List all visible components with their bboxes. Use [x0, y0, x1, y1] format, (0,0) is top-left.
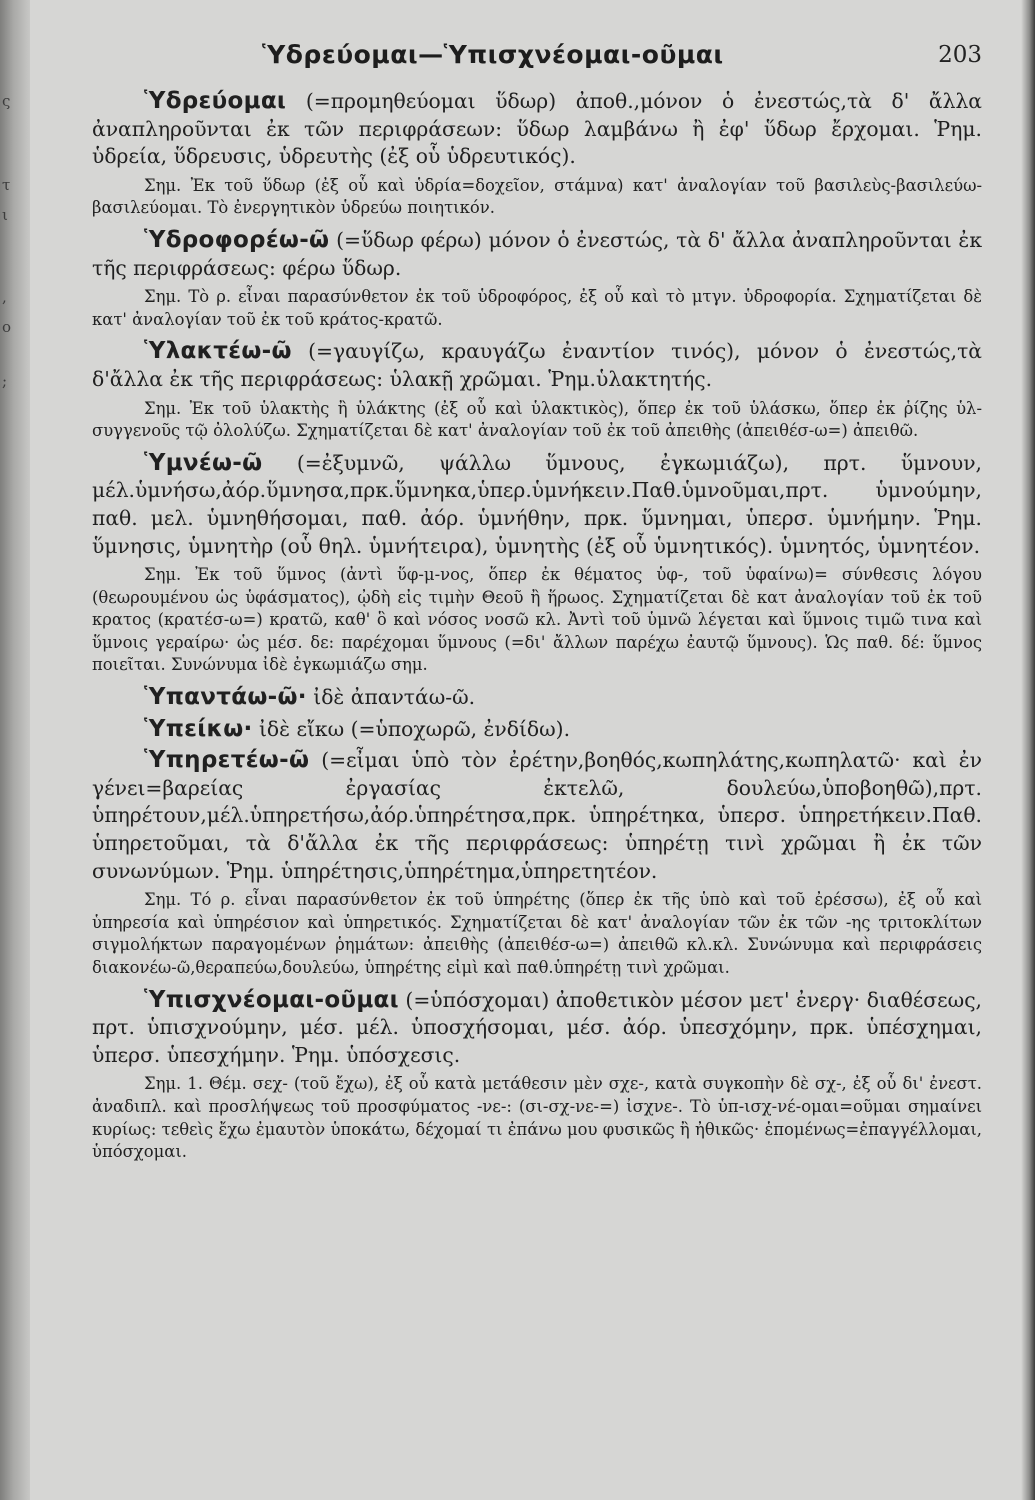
entry-note [92, 398, 982, 443]
entry-note-text: Σημ. Τό ρ. εἶναι παρασύνθετον ἐκ τοῦ ὑπηρέτης (ὅπερ ἐκ τῆς ὑπὸ καὶ τοῦ ἐρέσσω), ἐξ οὗ καὶ ὑπηρεσία καὶ ὑπηρέσιον καὶ ὑπηρετικός. Σχηματίζεται δὲ κατ' ἀναλογίαν τῶν ἐκ τῶν -ης τριτοκλίτων σιγμολήκτων παραγομένων ῥημάτων: ἀπειθὴς (ἀπειθέσ-ω=) ἀπειθῶ κλ.κλ. Συνώνυμα καὶ περιφράσεις διακονέω-ῶ,θεραπεύω,δουλεύω, ὑπηρέτης εἰμὶ καὶ παθ.ὑπηρέτῃ τινὶ χρῶμαι. [92, 890, 982, 977]
page-edge-shadow [1021, 0, 1035, 1500]
entry-headword: Ὑπισχνέομαι-οῦμαι [144, 986, 399, 1013]
gutter-mark: ο [2, 318, 12, 336]
gutter-mark: τ [2, 176, 11, 194]
entry-headword: Ὑπηρετέω-ῶ [144, 747, 310, 774]
entry-note [92, 1073, 982, 1163]
entry-note [92, 175, 982, 220]
entry-note-text: Σημ. 1. Θέμ. σεχ- (τοῦ ἔχω), ἐξ οὗ κατὰ μετάθεσιν μὲν σχε-, κατὰ συγκοπὴν δὲ σχ-, ἐξ οὗ δι' ἐνεστ. ἀναδιπλ. καὶ προσλήψεως τοῦ προσφύματος -νε-: (σι-σχ-νε-=) ἰσχνε-. Τὸ ὑπ-ισχ-νέ-ομαι=οῦμαι σημαίνει κυρίως: τεθεὶς ἔχω ἐμαυτὸν ὑποκάτω, δέχομαί τι ἐπάνω μου φυσικῶς ἢ ἠθικῶς· ἑπομένως=ἐπαγγέλλομαι, ὑπόσχομαι. [92, 1074, 982, 1162]
entry-note-text: Σημ. Ἐκ τοῦ ὕμνος (ἀντὶ ὕφ-μ-νος, ὅπερ ἐκ θέματος ὑφ-, τοῦ ὑφαίνω)= σύνθεσις λόγου (θεωρουμένου ὡς ὑφάσματος), ᾠδὴ εἰς τιμὴν Θεοῦ ἢ ἥρωος. Σχηματίζεται δὲ κατ ἀναλογίαν τοῦ ἐκ τοῦ κρατος (κρατέσ-ω=) κρατῶ, καθ' ὃ καὶ νόσος νοσῶ κλ. Ἀντὶ τοῦ ὑμνῶ λέγεται καὶ ὕμνοις τιμῶ τινα καὶ ὕμνοις γεραίρω· ὡς μέσ. δε: παρέχομαι ὕμνους (=δι' ἄλλων παρέχω ἐαυτῷ ὕμνους). Ὡς παθ. δέ: ὕμνος ποιεῖται. Συνώνυμα ἰδὲ ἐγκωμιάζω σημ. [92, 565, 982, 675]
dictionary-entry [92, 987, 982, 1070]
page-content [92, 30, 982, 1171]
dictionary-entry [92, 716, 982, 744]
entry-body: ἰδὲ ἀπαντάω-ῶ. [313, 685, 476, 710]
dictionary-entry [92, 88, 982, 171]
running-head [92, 30, 982, 88]
entry-note [92, 889, 982, 979]
entry-note [92, 564, 982, 677]
dictionary-entry [92, 747, 982, 885]
running-head-title: Ὑδρεύομαι—Ὑπισχνέομαι-οῦμαι [262, 40, 724, 69]
entry-headword: Ὑπαντάω-ῶ· [144, 684, 307, 711]
entry-headword: Ὑπείκω· [144, 715, 253, 742]
entry-body: ἰδὲ εἴκω (=ὑποχωρῶ, ἐνδίδω). [258, 716, 571, 741]
entry-body: (=ὕδωρ φέρω) μόνον ὁ ἐνεστώς, τὰ δ' ἄλλα ἀναπληροῦνται ἐκ τῆς περιφράσεως: φέρω ὕδωρ. [92, 227, 982, 280]
entry-body: (=ὑπόσχομαι) ἀποθετικὸν μέσον μετ' ἐνεργ· διαθέσεως, πρτ. ὑπισχνούμην, μέσ. μέλ. ὑποσχήσομαι, μέσ. ἀόρ. ὑπεσχόμην, πρκ. ὑπέσχημαι, ὑπερσ. ὑπεσχήμην. Ῥημ. ὑπόσχεσις. [92, 987, 982, 1067]
dictionary-entry [92, 338, 982, 393]
entry-note-text: Σημ. Ἐκ τοῦ ὑλακτὴς ἢ ὑλάκτης (ἐξ οὗ καὶ ὑλακτικὸς), ὅπερ ἐκ τοῦ ὑλάσκω, ὅπερ ἐκ ῥίζης ὑλ- συγγενοῦς τῷ ὀλολύζω. Σχηματίζεται δὲ κατ' ἀναλογίαν τοῦ ἐκ τοῦ ἀπειθὴς (ἀπειθέσ-ω=) ἀπειθῶ. [92, 398, 982, 441]
page-binding-shadow [0, 0, 30, 1500]
entry-body: (=εἶμαι ὑπὸ τὸν ἐρέτην,βοηθός,κωπηλάτης,κωπηλατῶ· καὶ ἐν γένει=βαρείας ἐργασίας ἐκτελῶ, δουλεύω,ὑποβοηθῶ),πρτ. ὑπηρέτουν,μέλ.ὑπηρετήσω,ἀόρ.ὑπηρέτησα,πρκ. ὑπηρέτηκα, ὑπερσ. ὑπηρετήκειν.Παθ. ὑπηρετοῦμαι, τὰ δ'ἄλλα ἐκ τῆς περιφράσεως: ὑπηρέτῃ τινὶ χρῶμαι ἢ ἐκ τῶν συνωνύμων. Ῥημ. ὑπηρέτησις,ὑπηρέτημα,ὑπηρετητέον. [92, 748, 982, 883]
entry-headword: Ὑμνέω-ῶ [144, 449, 263, 476]
entry-body: (=γαυγίζω, κραυγάζω ἐναντίον τινός), μόνον ὁ ἐνεστώς,τὰ δ'ἄλλα ἐκ τῆς περιφράσεως: ὑλακῇ χρῶμαι. Ῥημ.ὑλακτητής. [92, 339, 982, 391]
dictionary-entry [92, 227, 982, 282]
page-number: 203 [938, 42, 982, 68]
entry-headword: Ὑδρεύομαι [144, 88, 287, 114]
dictionary-entry [92, 684, 982, 712]
entry-note-text: Σημ. Τὸ ρ. εἶναι παρασύνθετον ἐκ τοῦ ὑδροφόρος, ἐξ οὗ καὶ τὸ μτγν. ὑδροφορία. Σχηματίζεται δὲ κατ' ἀναλογίαν τοῦ ἐκ τοῦ κράτος-κρατῶ. [92, 287, 982, 329]
entry-body: (=ἐξυμνῶ, ψάλλω ὕμνους, ἐγκωμιάζω), πρτ. ὕμνουν, μέλ.ὑμνήσω,ἀόρ.ὕμνησα,πρκ.ὕμνηκα,ὑπερ.ὑμνήκειν.Παθ.ὑμνοῦμαι,πρτ. ὑμνούμην, παθ. μελ. ὑμνηθήσομαι, παθ. ἀόρ. ὑμνήθην, πρκ. ὕμνημαι, ὑπερσ. ὑμνήμην. Ῥημ. ὕμνησις, ὑμνητὴρ (οὗ θηλ. ὑμνήτειρα), ὑμνητὴς (ἐξ οὗ ὑμνητικός). ὑμνητός, ὑμνητέον. [92, 450, 983, 558]
entry-note-text: Σημ. Ἐκ τοῦ ὕδωρ (ἐξ οὗ καὶ ὑδρία=δοχεῖον, στάμνα) κατ' ἀναλογίαν τοῦ βασιλεὺς-βασιλεύω-βασιλεύομαι. Τὸ ἐνεργητικὸν ὑδρεύω ποιητικόν. [92, 175, 982, 218]
entry-headword: Ὑδροφορέω-ῶ [144, 226, 330, 253]
entry-headword: Ὑλακτέω-ῶ [144, 338, 292, 365]
entry-body: (=προμηθεύομαι ὕδωρ) ἀποθ.,μόνον ὁ ἐνεστώς,τὰ δ' ἄλλα ἀναπληροῦνται ἐκ τῶν περιφράσεων: ὕδωρ λαμβάνω ἢ ἐφ' ὕδωρ ἔρχομαι. Ῥημ. ὑδρεία, ὕδρευσις, ὑδρευτὴς (ἐξ οὗ ὑδρευτικός). [92, 89, 982, 169]
dictionary-entry [92, 450, 982, 560]
gutter-mark: , [2, 288, 7, 306]
gutter-mark: ; [2, 372, 8, 390]
entry-note [92, 286, 982, 331]
gutter-mark: ι [2, 206, 8, 224]
gutter-mark: ς [2, 92, 11, 110]
